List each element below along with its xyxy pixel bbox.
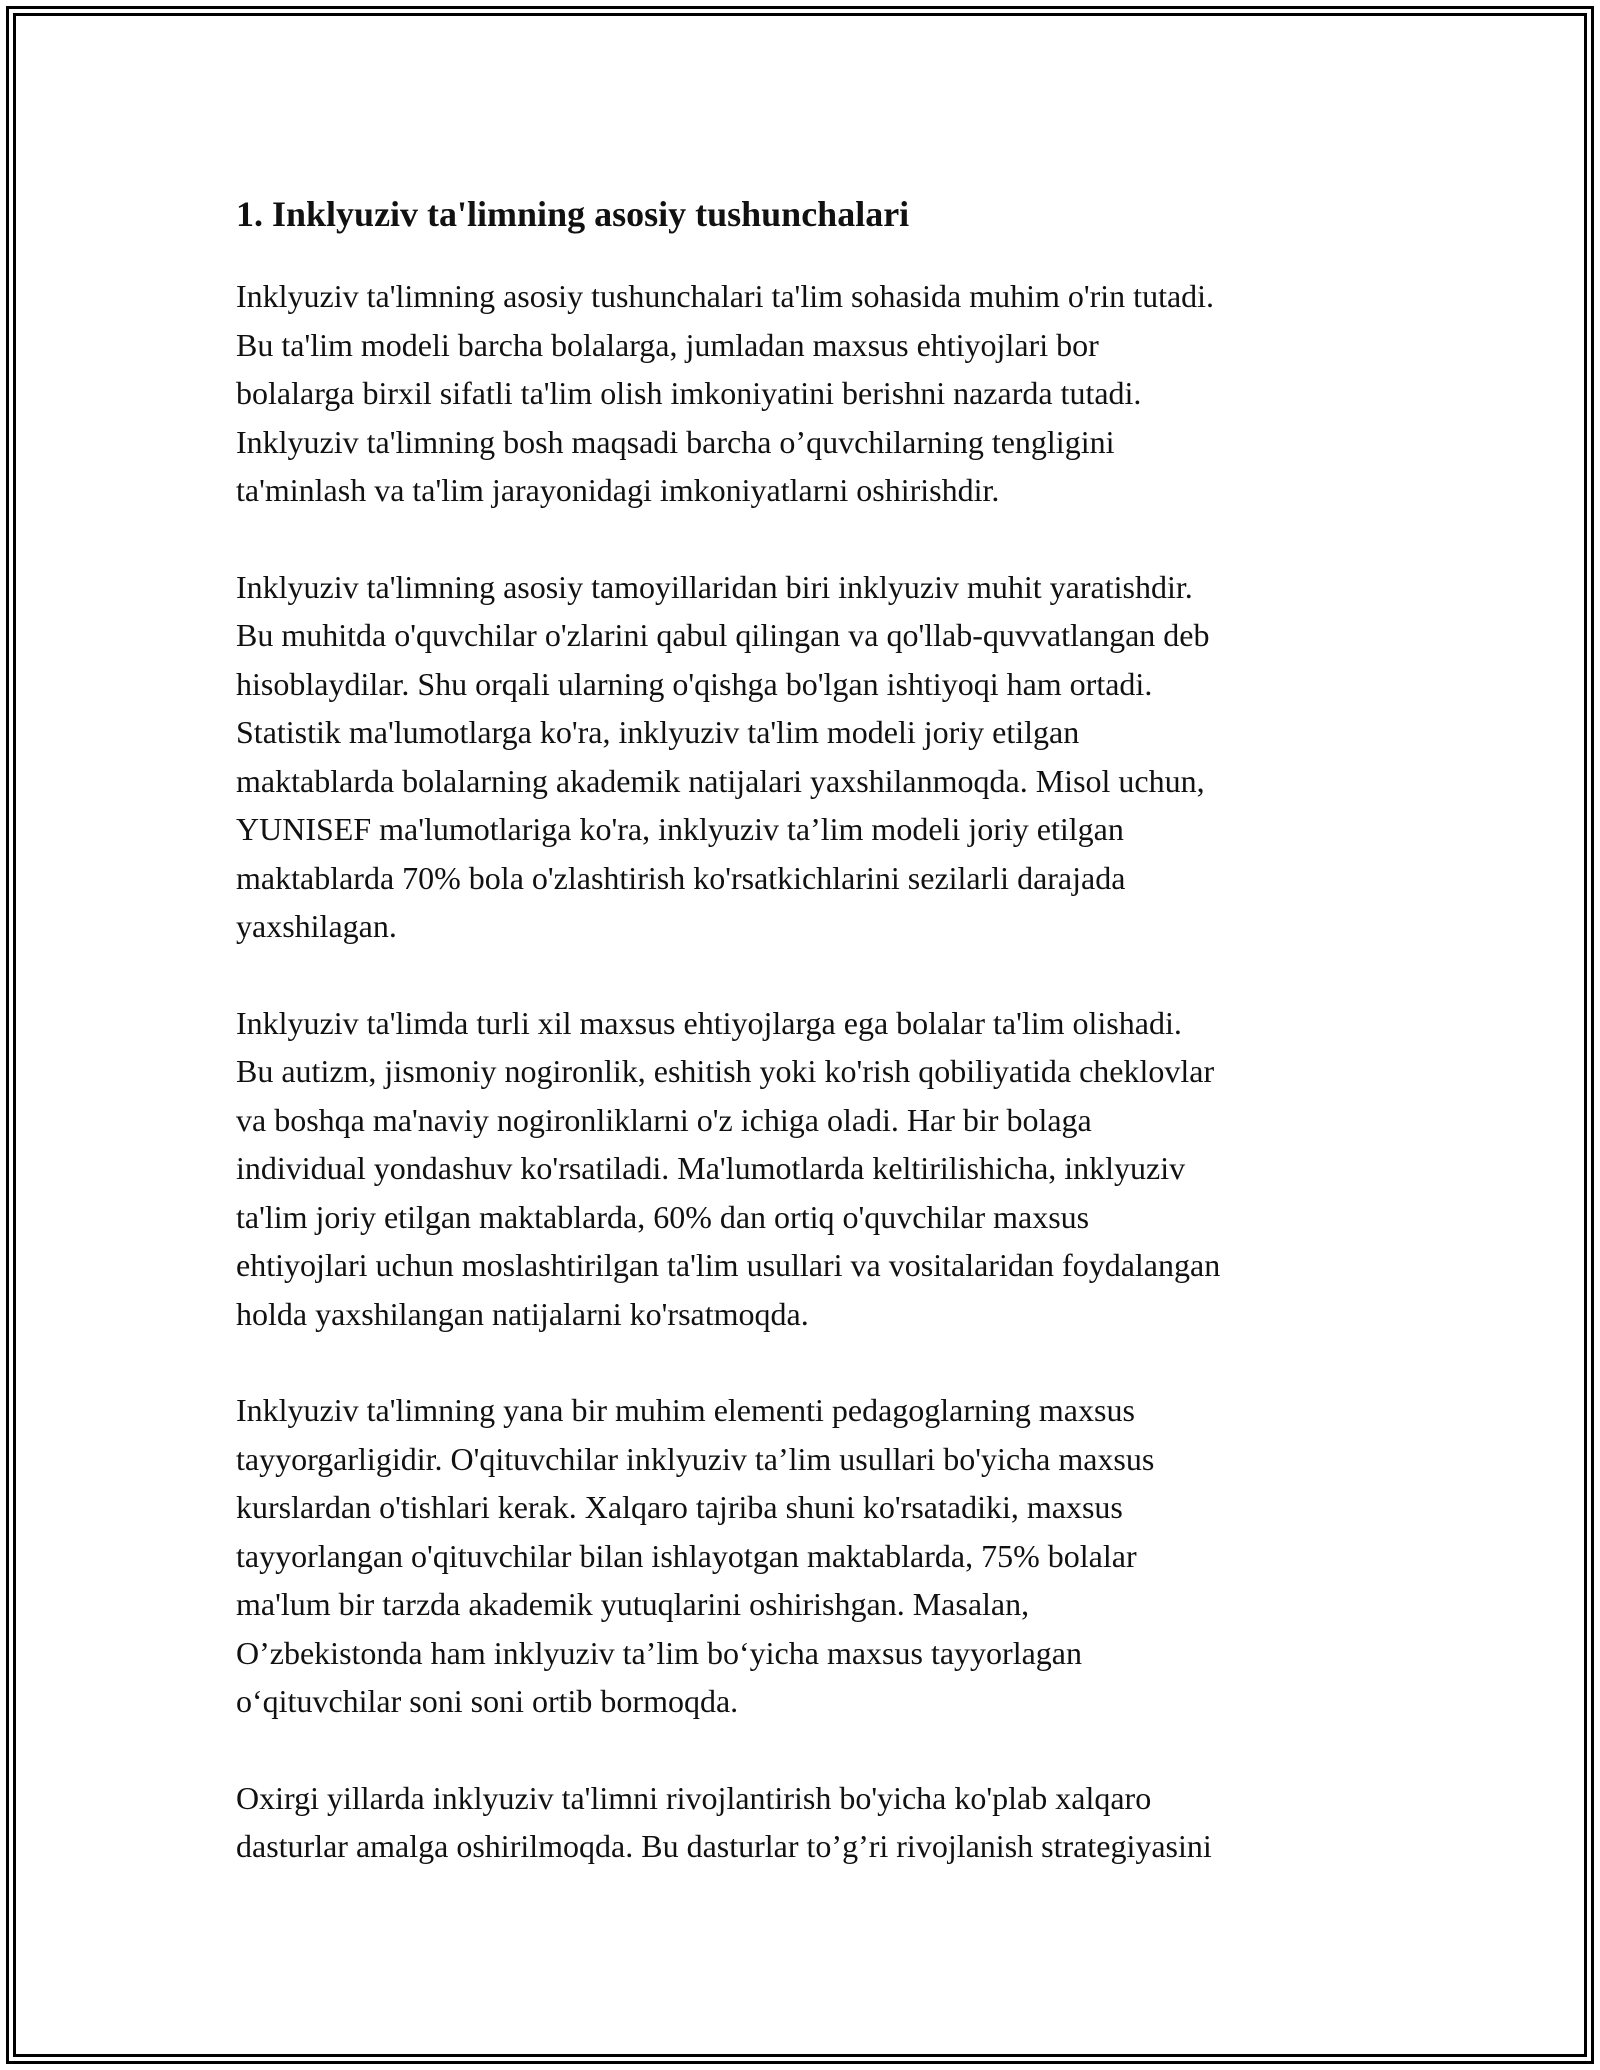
section-heading: 1. Inklyuziv ta'limning asosiy tushunchalari: [236, 194, 910, 234]
paragraph-2: [236, 563, 1376, 951]
paragraph-4: [236, 1386, 1376, 1726]
paragraph-3: [236, 999, 1376, 1339]
text-line: Inklyuziv ta'limning asosiy tamoyillaridan biri inklyuziv muhit yaratishdir.: [236, 568, 1193, 605]
text-line: o‘qituvchilar soni soni ortib bormoqda.: [236, 1683, 739, 1719]
text-line: maktablarda 70% bola o'zlashtirish ko'rsatkichlarini sezilarli darajada: [236, 859, 1126, 896]
text-line: O’zbekistonda ham inklyuziv ta’lim bo‘yicha maxsus tayyorlagan: [236, 1634, 1082, 1671]
paragraph-5: [236, 1774, 1376, 1871]
text-line: Oxirgi yillarda inklyuziv ta'limni rivojlantirish bo'yicha ko'plab xalqaro: [236, 1779, 1152, 1816]
text-line: ma'lum bir tarzda akademik yutuqlarini oshirishgan. Masalan,: [236, 1586, 1030, 1622]
text-line: Statistik ma'lumotlarga ko'ra, inklyuziv ta'lim modeli joriy etilgan: [236, 714, 1080, 750]
text-line: holda yaxshilangan natijalarni ko'rsatmoqda.: [236, 1295, 809, 1332]
text-line: tayyorgarligidir. O'qituvchilar inklyuziv ta’lim usullari bo'yicha maxsus: [236, 1440, 1155, 1477]
text-line: Inklyuziv ta'limda turli xil maxsus ehtiyojlarga ega bolalar ta'lim olishadi.: [236, 1004, 1182, 1041]
text-line: Bu muhitda o'quvchilar o'zlarini qabul qilingan va qo'llab-quvvatlangan deb: [236, 617, 1210, 653]
text-line: va boshqa ma'naviy nogironliklarni o'z ichiga oladi. Har bir bolaga: [236, 1101, 1092, 1138]
text-line: Bu ta'lim modeli barcha bolalarga, jumladan maxsus ehtiyojlari bor: [236, 326, 1099, 363]
document-body: [236, 186, 1376, 1919]
text-line: tayyorlangan o'qituvchilar bilan ishlayotgan maktablarda, 75% bolalar: [236, 1537, 1137, 1574]
text-line: dasturlar amalga oshirilmoqda. Bu dasturlar to’g’ri rivojlanish strategiyasini: [236, 1828, 1212, 1864]
text-line: Inklyuziv ta'limning yana bir muhim elementi pedagoglarning maxsus: [236, 1392, 1135, 1428]
text-line: bolalarga birxil sifatli ta'lim olish imkoniyatini berishni nazarda tutadi.: [236, 375, 1142, 411]
text-line: Inklyuziv ta'limning asosiy tushunchalari ta'lim sohasida muhim o'rin tutadi.: [236, 278, 1215, 314]
text-line: YUNISEF ma'lumotlariga ko'ra, inklyuziv ta’lim modeli joriy etilgan: [236, 811, 1124, 847]
text-line: ta'minlash va ta'lim jarayonidagi imkoniyatlarni oshirishdir.: [236, 472, 1000, 508]
text-line: ehtiyojlari uchun moslashtirilgan ta'lim usullari va vositalaridan foydalangan: [236, 1247, 1221, 1283]
text-line: hisoblaydilar. Shu orqali ularning o'qishga bo'lgan ishtiyoqi ham ortadi.: [236, 665, 1153, 702]
text-line: individual yondashuv ko'rsatiladi. Ma'lumotlarda keltirilishicha, inklyuziv: [236, 1150, 1186, 1186]
text-line: maktablarda bolalarning akademik natijalari yaxshilanmoqda. Misol uchun,: [236, 762, 1205, 799]
text-line: kurslardan o'tishlari kerak. Xalqaro tajriba shuni ko'rsatadiki, maxsus: [236, 1489, 1123, 1525]
text-line: yaxshilagan.: [236, 908, 397, 944]
paragraph-1: [236, 272, 1376, 515]
text-line: Inklyuziv ta'limning bosh maqsadi barcha o’quvchilarning tengligini: [236, 423, 1115, 460]
text-line: Bu autizm, jismoniy nogironlik, eshitish yoki ko'rish qobiliyatida cheklovlar: [236, 1053, 1215, 1089]
text-line: ta'lim joriy etilgan maktablarda, 60% dan ortiq o'quvchilar maxsus: [236, 1198, 1090, 1235]
